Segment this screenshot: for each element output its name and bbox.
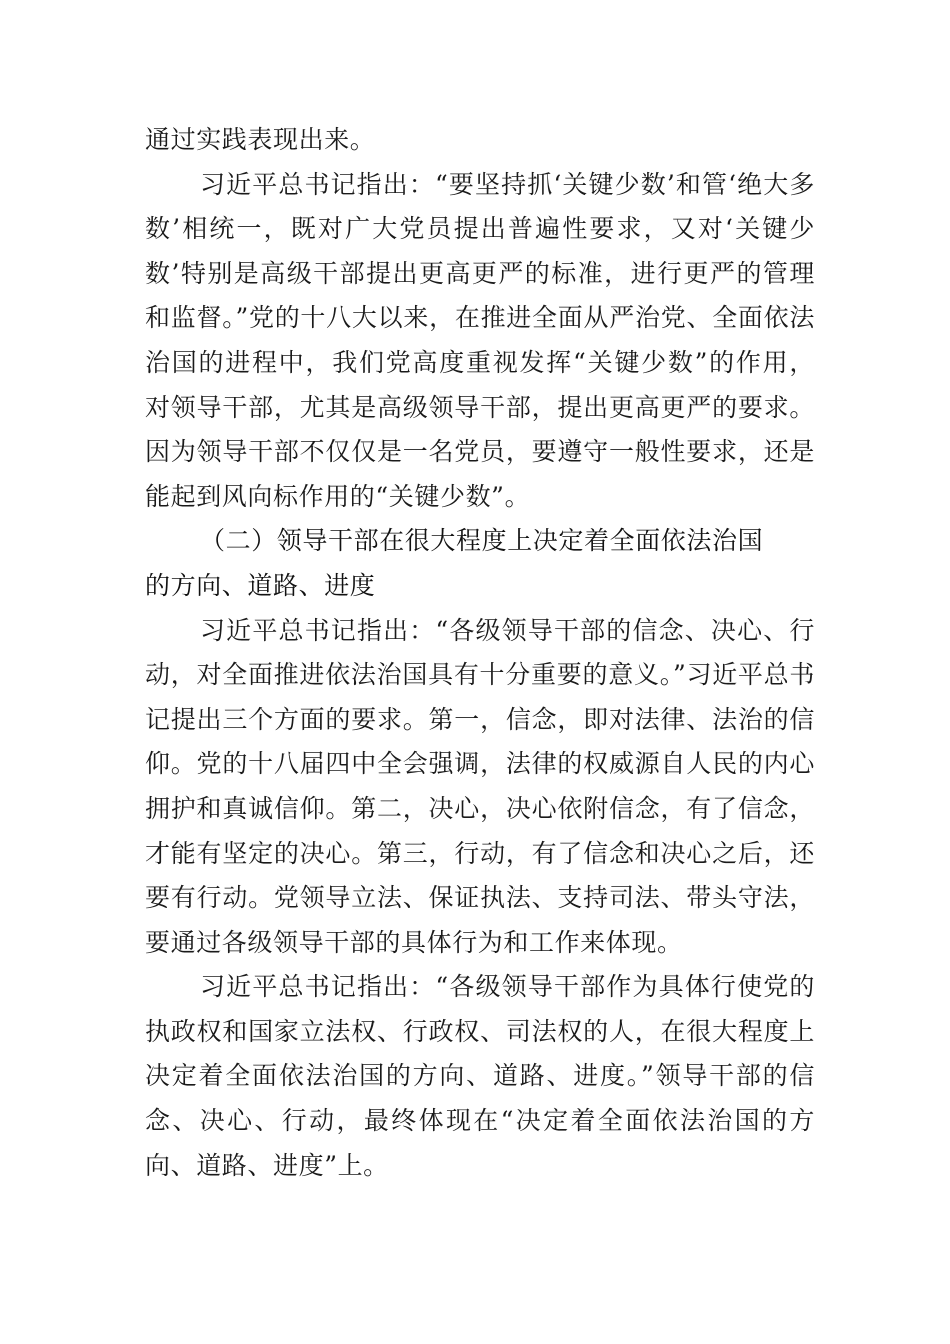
document-body xyxy=(145,118,815,1188)
section-heading-line1: （二）领导干部在很大程度上决定着全面依法治国 xyxy=(200,526,764,556)
paragraph-continuation: 通过实践表现出来。 xyxy=(145,125,376,154)
section-heading xyxy=(145,519,815,608)
paragraph-key-minority: 习近平总书记指出：“要坚持抓‘关键少数’和管‘绝大多数’相统一，既对广大党员提出普遍性要求，又对‘关键少数’特别是高级干部提出更高更严的标准，进行更严的管理和监督。”党的十八大以来，在推进全面从严治党、全面依法治国的进程中，我们党高度重视发挥“关键少数”的作用， 对领导干部，尤其是高级领导干部，提出更高更严的要求。 因为领导干部不仅仅是一名党员，要遵守一般性要求，还是能起到风向标作用的“关键少数”。 xyxy=(145,169,815,511)
paragraph-belief-resolve-action: 习近平总书记指出：“各级领导干部的信念、决心、行动，对全面推进依法治国具有十分重要的意义。”习近平总书记提出三个方面的要求。第一，信念，即对法律、法治的信仰。党的十八届四中全会强调，法律的权威源自人民的内心拥护和真诚信仰。第二，决心，决心依附信念，有了信念，才能有坚定的决心。第三，行动，有了信念和决心之后，还要有行动。党领导立法、保证执法、支持司法、带头守法，要通过各级领导干部的具体行为和工作来体现。 xyxy=(145,615,815,957)
paragraph-direction-path-progress: 习近平总书记指出：“各级领导干部作为具体行使党的执政权和国家立法权、行政权、司法权的人，在很大程度上决定着全面依法治国的方向、道路、进度。”领导干部的信念、决心、行动，最终体现在“决定着全面依法治国的方向、道路、进度”上。 xyxy=(145,972,815,1180)
section-heading-line2: 的方向、道路、进度 xyxy=(145,570,376,600)
